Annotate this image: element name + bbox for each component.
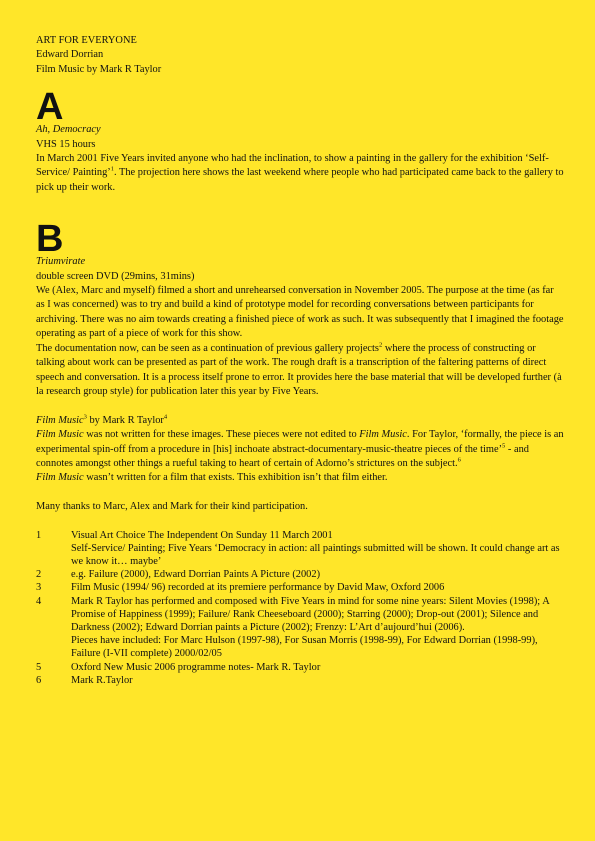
footnote-ref-5: 5 bbox=[502, 442, 506, 450]
footnote-ref-6: 6 bbox=[457, 456, 461, 464]
film-music-section bbox=[36, 414, 564, 486]
film-music-heading-byline: by Mark R Taylor bbox=[86, 414, 164, 426]
footnote-ref-1: 1 bbox=[110, 165, 114, 173]
film-music-credit: Film Music by Mark R Taylor bbox=[36, 63, 162, 75]
footnote-number: 1 bbox=[36, 529, 42, 541]
footnote-item bbox=[36, 661, 564, 674]
footnote-text bbox=[71, 661, 564, 674]
footnote-number: 2 bbox=[36, 569, 42, 581]
film-music-italic-3: Film Music bbox=[36, 472, 84, 484]
section-b-text-2b: where the process of constructing or talking about work can be presented as part of the work. The rough draft is a transcription of the faltering patterns of direct speech and conversation. It is a process itself prone to error. It provides here the base material that will be developed further (à la research group style) for publication later this year by Five Years. bbox=[36, 342, 562, 397]
footnote-line: Self-Service/ Painting; Five Years ‘Democracy in action: all paintings submitted will be shown. It could change art as we know it… maybe’ bbox=[71, 542, 560, 567]
footnote-number: 5 bbox=[36, 661, 42, 673]
footnote-item bbox=[36, 581, 564, 594]
film-music-text-c: - and connotes amongst other things a rueful taking to heart of certain of Adorno’s strictures on the subject. bbox=[36, 443, 529, 469]
section-a-text-1: In March 2001 Five Years invited anyone who had the inclination, to show a painting in the gallery for the exhibition ‘Self-Service/ Painting’ bbox=[36, 153, 549, 179]
exhibition-title: ART FOR EVERYONE bbox=[36, 35, 137, 46]
footnote-item bbox=[36, 674, 564, 687]
footnote-line: Oxford New Music 2006 programme notes- Mark R. Taylor bbox=[71, 661, 321, 673]
section-b-text-2a: The documentation now, can be seen as a continuation of previous gallery projects bbox=[36, 342, 379, 354]
footnote-number: 4 bbox=[36, 595, 42, 607]
film-music-paragraph-2 bbox=[36, 471, 564, 485]
footnote-item bbox=[36, 595, 564, 661]
section-b bbox=[36, 218, 564, 399]
footnote-text bbox=[71, 595, 564, 661]
section-b-paragraph-2 bbox=[36, 342, 564, 400]
footnote-number: 3 bbox=[36, 582, 42, 594]
film-music-text-d: wasn’t written for a film that exists. This exhibition isn’t that film either. bbox=[83, 472, 388, 484]
footnotes-list bbox=[36, 529, 564, 687]
footnote-text bbox=[71, 674, 564, 687]
document-page bbox=[36, 34, 564, 687]
footnote-text bbox=[71, 568, 564, 581]
footnote-line: Mark R Taylor has performed and composed with Five Years in mind for some nine years: Silent Movies (1998); A Promise of Happiness (1999); Failure/ Rank Cheeseboard (2000); Starring (2000); Drop-out (2001); Silence and Darkness (2002); Edward Dorrian paints a Picture (2002); Frenzy: L’Art d’aujourd’hui (2006). bbox=[71, 595, 550, 633]
section-b-title: Triumvirate bbox=[36, 256, 86, 268]
thanks-line: Many thanks to Marc, Alex and Mark for their kind participation. bbox=[36, 501, 308, 513]
section-a-title: Ah, Democracy bbox=[36, 124, 101, 136]
section-b-letter: B bbox=[36, 218, 64, 261]
footnote-line: Film Music (1994/ 96) recorded at its premiere performance by David Maw, Oxford 2006 bbox=[71, 582, 445, 594]
footnote-line: Mark R.Taylor bbox=[71, 674, 133, 686]
film-music-text-b: . For Taylor, ‘formally, the piece is an experimental spin-off from a procedure in [his] inchoate abstract-documentary-music-theatre pieces of the time’ bbox=[36, 429, 564, 455]
film-music-paragraph-1 bbox=[36, 428, 564, 471]
footnote-text bbox=[71, 581, 564, 594]
section-a bbox=[36, 86, 564, 195]
footnote-item bbox=[36, 529, 564, 569]
footnote-number: 6 bbox=[36, 674, 42, 686]
film-music-italic-2: Film Music bbox=[359, 429, 407, 441]
artist-name: Edward Dorrian bbox=[36, 49, 104, 61]
section-a-text-2: . The projection here shows the last weekend where people who had participated came back to the gallery to pick up their work. bbox=[36, 167, 564, 193]
section-a-letter: A bbox=[36, 86, 64, 129]
footnote-line: e.g. Failure (2000), Edward Dorrian Paints A Picture (2002) bbox=[71, 569, 321, 581]
film-music-heading bbox=[36, 414, 564, 428]
footnote-line: Pieces have included: For Marc Hulson (1997-98), For Susan Morris (1998-99), For Edward Dorrian (1998-99), Failure (I-VII complete) 2000/02/05 bbox=[71, 635, 538, 660]
footnote-line: Visual Art Choice The Independent On Sunday 11 March 2001 bbox=[71, 529, 333, 541]
footnote-ref-2: 2 bbox=[378, 341, 383, 349]
film-music-italic-1: Film Music bbox=[36, 429, 84, 441]
footnote-text bbox=[71, 529, 564, 569]
film-music-heading-title: Film Music bbox=[36, 414, 84, 426]
film-music-text-a: was not written for these images. These pieces were not edited to bbox=[83, 429, 360, 441]
footnote-ref-3: 3 bbox=[83, 413, 87, 421]
footnote-item bbox=[36, 568, 564, 581]
section-a-medium: VHS 15 hours bbox=[36, 138, 96, 150]
section-b-paragraph-1: We (Alex, Marc and myself) filmed a short and unrehearsed conversation in November 2005. The purpose at the time (as far as I was concerned) was to try and build a kind of prototype model for recording conversations between participants for archiving. There was no aim towards creating a finished piece of work as such. It was subsequently that I imagined the footage operating as part of a piece of work for this show. bbox=[36, 285, 564, 340]
header bbox=[36, 34, 564, 77]
section-b-medium: double screen DVD (29mins, 31mins) bbox=[36, 270, 195, 282]
footnote-ref-4: 4 bbox=[163, 413, 168, 421]
section-a-description bbox=[36, 152, 564, 195]
